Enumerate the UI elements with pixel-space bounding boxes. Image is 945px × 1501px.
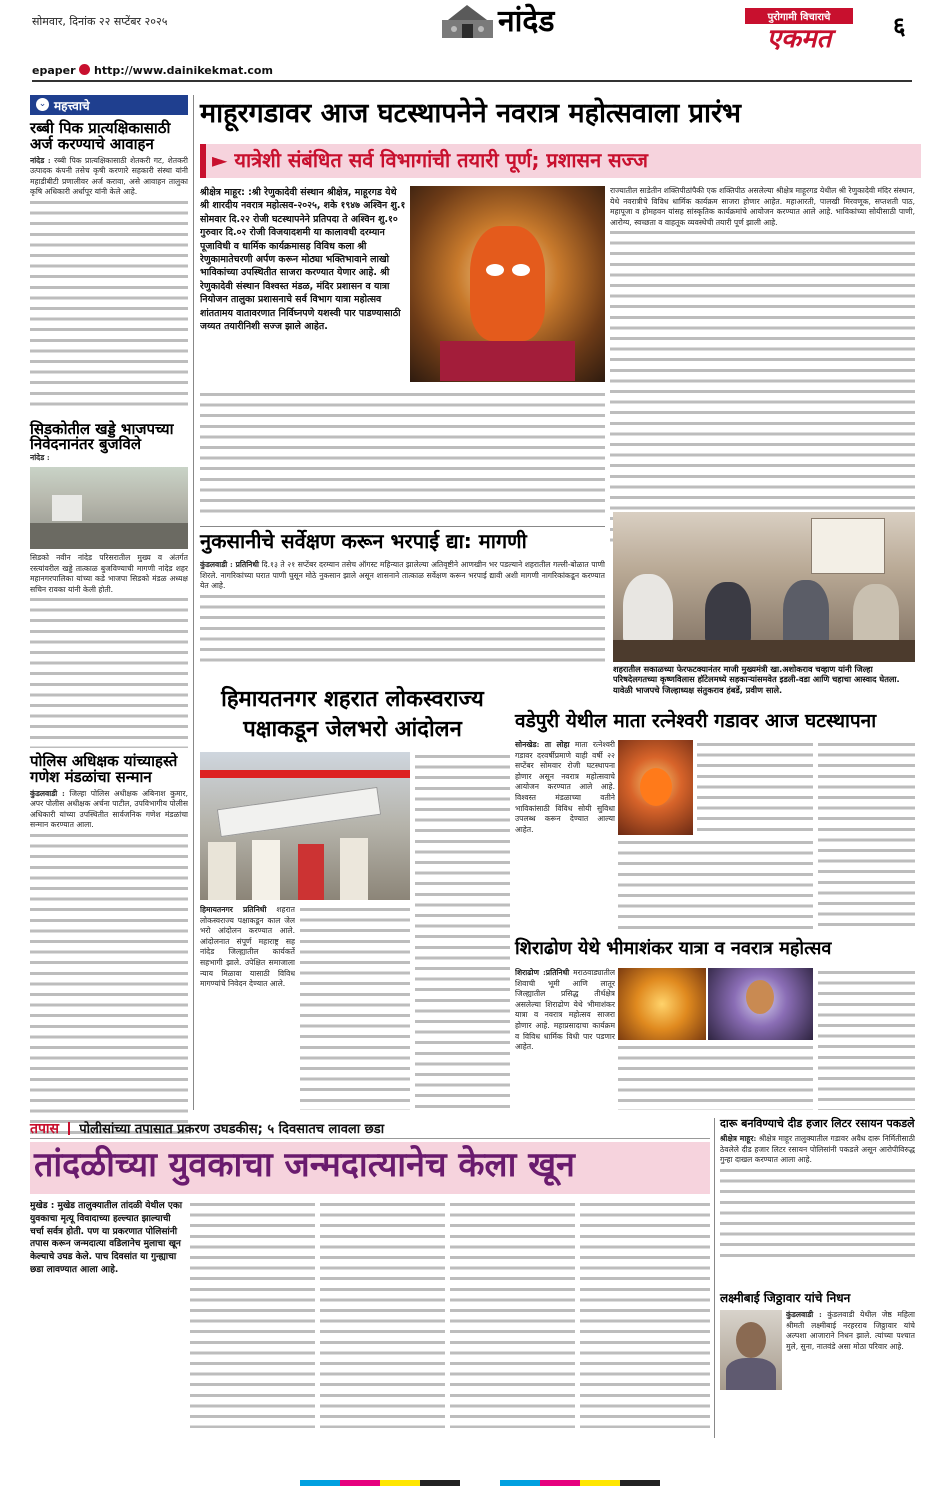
sidebar-story1-body: [30, 156, 188, 416]
sidebar-story2-filler: [30, 595, 188, 748]
date-line: सोमवार, दिनांक २२ सप्टेंबर २०२५: [32, 15, 168, 28]
vadepuri-col-mid: [697, 740, 813, 835]
liquor-dateline: श्रीक्षेत्र माहूर:: [720, 1134, 757, 1143]
shiradhon-text: मराठवाड्यातील शिवाची भूमी आणि लातूर जिल्ह्यातील प्रसिद्ध तीर्थक्षेत्र असलेल्या शिराढोण येथे भीमाशंकर यात्रा व नवरात्र महोत्सव साजरा होणार आहे. महाप्रसादाचा कार्यक्रम व विविध धार्मिक विधी पार पडणार आहेत.: [515, 968, 615, 1052]
crime-headline: तांदळीच्या युवकाचा जन्मदात्यानेच केला खून: [34, 1145, 575, 1185]
liquor-body: [720, 1134, 915, 1282]
lead-subhead-band: [200, 144, 921, 178]
section-header: [30, 95, 188, 115]
loss-dateline: कुंडलवाडी : प्रतिनिधी: [200, 560, 260, 569]
vadepuri-headline: वडेपुरी येथील माता रत्नेश्वरी गडावर आज घटस्थापना: [515, 710, 877, 732]
crime-col5: [580, 1200, 710, 1428]
sidebar-story2-lead: [30, 453, 188, 464]
print-color-bar: [300, 1480, 660, 1486]
crime-col4-filler: [450, 1200, 575, 1428]
vadepuri-dateline: सोनखेड: ता लोहा: [515, 740, 570, 749]
crime-text: मुखेड तालुक्यातील तांदळी येथील एका युवकाचा मृत्यू विवादाच्या हल्ल्यात झाल्याची चर्चा सर्वत्र होती. पण या प्रकरणात पोलिसांनी तपास करून जन्मदात्या वडिलानेच मुलाचा खून केल्याचे उघड केले. पाच दिवसांत या गुन्ह्याचा छडा लावण्यात आला आहे.: [30, 1201, 183, 1275]
shiradhon-dateline: शिराढोण :प्रतिनिधी: [515, 968, 570, 977]
brand-logo: [745, 8, 853, 60]
sidebar-story3-body: [30, 789, 188, 1149]
himayat-col2-filler: [300, 905, 410, 1110]
crime-intro-box: [30, 1200, 185, 1428]
crime-kicker-label: तपास: [30, 1121, 60, 1137]
sidebar-divider: [193, 95, 194, 1110]
shiradhon-col1: [515, 968, 615, 1110]
lead-bottom-rule: [200, 526, 605, 527]
shiradhon-col3: [818, 968, 915, 1110]
edition-title: नांदेड: [498, 4, 555, 39]
brand-tagline: पुरोगामी विचाराचे: [745, 8, 853, 24]
sidebar-story2-body: [30, 553, 188, 748]
lead-intro-box: [200, 186, 408, 382]
hotel-photo: [613, 512, 915, 662]
vadepuri-col2-filler: [618, 838, 813, 933]
vadepuri-col3: [818, 740, 915, 933]
vadepuri-col1: [515, 740, 615, 930]
section-label: महत्त्वाचे: [54, 98, 90, 113]
crime-col2: [190, 1200, 315, 1428]
vadepuri-photo: [618, 740, 693, 835]
epaper-label: epaper: [32, 64, 76, 77]
himayat-col3: [415, 752, 510, 1110]
shiradhon-col2: [618, 1043, 813, 1110]
himayat-headline: हिमायतनगर शहरात लोकस्वराज्य पक्षाकडून जेलभरो आंदोलन: [221, 687, 484, 742]
crime-col3-filler: [320, 1200, 445, 1428]
chevron-circle-icon: ⌄: [36, 98, 49, 111]
crime-kicker: [30, 1118, 710, 1139]
masthead: [0, 0, 945, 100]
sidebar-story3-filler: [30, 831, 188, 1141]
hotel-photo-caption: शहरातील सकाळच्या फेरफटक्यानंतर माजी मुख्यमंत्री खा.अशोकराव चव्हाण यांनी जिल्हा परिषदेलगतच्या कृष्णविलास हॉटेलमध्ये सहकाऱ्यांसमवेत इडली-वडा आणि चहाचा आस्वाद घेतला. यावेळी भाजपचे जिल्हाध्यक्ष संतुकराव हंबर्डे, प्रवीण साले.: [613, 664, 900, 695]
himayat-photo: [200, 752, 410, 900]
sidebar-story1-text: रब्बी पिक प्रात्यक्षिकासाठी शेतकरी गट, शेतकरी उत्पादक कंपनी तसेच कृषी करणारे सहकारी संस्था यांनी महाडीबीटी प्रणालीवर अर्ज करावा, असे आवाहन तालुका कृषि अधिकारी अर्धापूर यांनी केले आहे.: [30, 155, 188, 197]
vadepuri-text: माता रत्नेश्वरी गडावर दरवर्षीप्रमाणे याही वर्षी २२ सप्टेंबर सोमवार रोजी घटस्थापना होणार असून नवरात्र महोत्सवाचे आयोजन करण्यात आले आहे. विश्वस्त मंडळाच्या वतीने भाविकांसाठी विविध सोयी सुविधा उपलब्ध करून देण्यात आल्या आहेत.: [515, 740, 615, 834]
vadepuri-col3-filler: [818, 740, 915, 933]
himayat-col3-filler: [415, 752, 510, 1110]
obituary-body: [786, 1310, 915, 1428]
vadepuri-mid-filler: [697, 740, 813, 835]
sidebar-story1-headline: रब्बी पिक प्रात्यक्षिकासाठी अर्ज करण्याचे आवाहन: [30, 119, 171, 153]
loss-headline: नुकसानीचे सर्वेक्षण करून भरपाई द्या: मागणी: [200, 529, 527, 553]
liquor-text: श्रीक्षेत्र माहूर तालुक्यातील गडावर अवैध दारू निर्मितीसाठी ठेवलेले दीड हजार लिटर रसायन पोलिसांनी पकडले असून आरोपीविरुद्ध गुन्हा दाखल करण्यात आला आहे.: [720, 1134, 915, 1165]
himayat-dateline: हिमायतनगर प्रतिनिधी: [200, 905, 267, 914]
crime-col3: [320, 1200, 445, 1428]
shiradhon-photo-1: [618, 968, 706, 1040]
himayat-col1: [200, 905, 295, 1110]
website-link[interactable]: http://www.dainikekmat.com: [94, 64, 273, 77]
liquor-filler: [720, 1166, 915, 1261]
sidebar-story2-headline: सिडकोतील खड्डे भाजपच्या निवेदनानंतर बुजविले: [30, 419, 174, 454]
loss-text: दि.१३ ते २१ सप्टेंबर दरम्यान तसेच ऑगस्ट महिन्यात झालेल्या अतिवृष्टीने आणखीन भर पडल्याने शहरातील गल्ली-बोळात पाणी शिरले. नागरिकांच्या घरात पाणी घुसून मोठे नुकसान झाले असून शासनाने तात्काळ सर्वेक्षण करून भरपाई द्यावी अशी मागणी नागरिकांकडून करण्यात येत आहे.: [200, 560, 605, 591]
globe-icon: [79, 64, 90, 75]
right-bottom-divider: [714, 1118, 715, 1438]
crime-headline-band: [30, 1142, 710, 1194]
shiradhon-col3-filler: [818, 968, 915, 1110]
shiradhon-headline: शिराढोण येथे भीमाशंकर यात्रा व नवरात्र महोत्सव: [515, 938, 832, 959]
lead-intro: श्रीक्षेत्र माहूर: :श्री रेणुकादेवी संस्थान श्रीक्षेत्र, माहूरगड येथे श्री शारदीय नवरात्र महोत्सव-२०२५, शके १९४७ अश्विन शु.१ सोमवार दि.२२ रोजी घटस्थापनेने प्रतिपदा ते अश्विन शु.१० गुरुवार दि.०२ रोजी विजयादशमी या कालावधी दरम्यान पूजाविधी व धार्मिक कार्यक्रमासह विविध कला श्री रेणुकामातेचरणी अर्पण करून मोठ्या भक्तिभावाने लाखो भाविकांच्या उपस्थितीत साजरा करण्यात येणार आहे. श्री रेणुकादेवी संस्थान विश्वस्त मंडळ, मंदिर प्रशासन व यात्रा नियोजन तालुका प्रशासनाचे सर्व विभाग यात्रा महोत्सव शांततामय वातावरणात निर्विघ्नपणे यशस्वी पार पाडण्यासाठी जय्यत तयारीनिशी सज्ज झाले आहेत.: [200, 187, 406, 333]
page-number: ६: [893, 12, 906, 40]
crime-col2-filler: [190, 1200, 315, 1428]
kicker-divider: [68, 1122, 70, 1135]
himayat-col2: [300, 905, 410, 1110]
lead-headline: माहूरगडावर आज घटस्थापनेने नवरात्र महोत्सवाला प्रारंभ: [200, 98, 741, 129]
himayat-text: शहरात लोकस्वराज्य पक्षाकडून काल जेल भरो आंदोलन करण्यात आले. आंदोलनात संपूर्ण महाराष्ट्र सह नांदेड जिल्ह्यातील कार्यकर्ते सहभागी झाले. उपेक्षित समाजाला न्याय मिळावा यासाठी विविध मागण्यांचे निवेदन देण्यात आले.: [200, 905, 295, 989]
sidebar-story2-text: सिडको नवीन नांदेड परिसरातील मुख्य व अंतर्गत रस्त्यांवरील खड्डे तात्काळ बुजविण्याची मागणी नांदेड शहर महानगरपालिका यांच्या कडे भाजपा सिडको मंडळ अध्यक्ष सचिन रावका यांनी केली होती.: [30, 553, 188, 594]
crime-col4: [450, 1200, 575, 1428]
sidebar-story1-dateline: नांदेड :: [30, 155, 51, 165]
crime-kicker-text: पोलीसांच्या तपासात प्रकरण उघडकीस; ५ दिवसातच लावला छडा: [79, 1122, 385, 1137]
sidebar-story1-filler: [30, 198, 188, 408]
shiradhon-photo-2: [708, 968, 813, 1040]
crime-dateline: मुखेड :: [30, 1201, 55, 1211]
crime-col5-filler: [580, 1200, 710, 1428]
crime-intro: [30, 1200, 185, 1277]
sidebar-story3-headline: पोलिस अधिक्षक यांच्याहस्ते गणेश मंडळांचा सन्मान: [30, 752, 178, 786]
loss-filler: [200, 592, 605, 662]
vadepuri-col2: [618, 838, 813, 933]
lead-body-lower: [200, 390, 605, 520]
obituary-text: कुंडलवाडी येथील जेष्ठ महिला श्रीमती लक्ष्मीबाई नरहरराव जिठ्ठावार यांचे अल्पशा आजाराने निधन झाले. त्यांच्या पश्चात मुले, सुना, नातवंडे असा मोठा परिवार आहे.: [786, 1310, 915, 1351]
loss-body: [200, 560, 605, 675]
masthead-art-icon: [440, 2, 495, 42]
lead-lower-filler: [200, 390, 605, 520]
sidebar-story3-dateline: कुंडलवाडी :: [30, 788, 65, 798]
masthead-rule: [32, 80, 912, 82]
lead-text: राज्यातील साडेतीन शक्तिपीठांपैकी एक शक्तिपीठ असलेल्या श्रीक्षेत्र माहूरगड येथील श्री रेणुकादेवी मंदिर संस्थान, येथे नवरात्रीचे विविध धार्मिक कार्यक्रम साजरा होणार आहेत. महाआरती, पालखी मिरवणूक, सप्तशती पाठ, महापूजा व होमहवन यांसह सांस्कृतिक कार्यक्रमांचे आयोजन करण्यात आले आहे. भाविकांच्या सोयीसाठी पाणी, आरोग्य, स्वच्छता व वाहतूक व्यवस्थेची तयारी पूर्ण झाली आहे.: [610, 186, 915, 227]
brand-name: एकमत: [766, 24, 832, 54]
lead-subhead: ► यात्रेशी संबंधित सर्व विभागांची तयारी पूर्ण; प्रशासन सज्ज: [212, 148, 648, 172]
sidebar-story2-photo: [30, 467, 188, 549]
shiradhon-col2-filler: [618, 1043, 813, 1110]
liquor-headline: दारू बनविण्याचे दीड हजार लिटर रसायन पकडले: [720, 1117, 915, 1130]
sidebar: [30, 95, 188, 1120]
lead-photo-goddess: [410, 186, 605, 382]
obituary-photo: [720, 1310, 782, 1390]
obituary-dateline: कुंडलवाडी :: [786, 1310, 822, 1319]
sidebar-story2-dateline: नांदेड :: [30, 453, 50, 462]
lead-filler: [610, 228, 915, 548]
sidebar-story3-text: जिल्हा पोलिस अधीक्षक अबिनाश कुमार, अपर पोलीस अधीक्षक अर्चना पाटील, उपविभागीय पोलीस अधिकारी यांच्या उपस्थितीत सार्वजनिक गणेश मंडळांचा सन्मान करण्यात आला.: [30, 788, 188, 830]
obituary-headline: लक्ष्मीबाई जिठ्ठावार यांचे निधन: [720, 1291, 851, 1305]
